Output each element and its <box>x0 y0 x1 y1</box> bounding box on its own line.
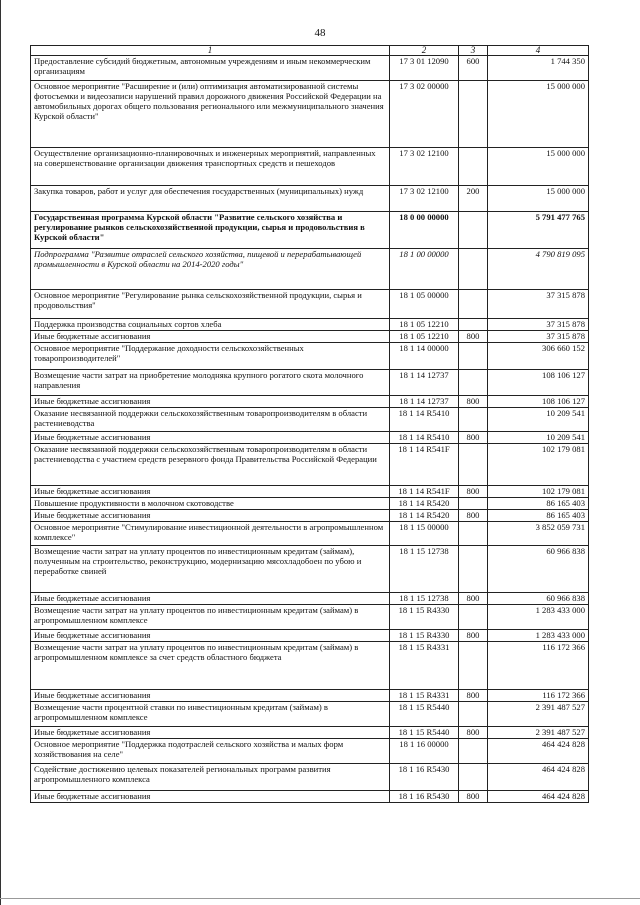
row-code: 17 3 02 00000 <box>390 81 459 148</box>
row-amount: 116 172 366 <box>488 642 589 690</box>
table-row <box>31 444 589 486</box>
row-name: Возмещение части затрат на уплату процентов по инвестиционным кредитам (займам), полученным на строительство, реконструкцию, модернизацию мясохладобоен по убою и переработке свиней <box>31 546 390 593</box>
row-amount: 102 179 081 <box>488 444 589 486</box>
row-expense-type <box>459 642 488 690</box>
row-code: 18 1 15 R5440 <box>390 727 459 739</box>
row-expense-type: 600 <box>459 56 488 81</box>
table-row <box>31 56 589 81</box>
table-row <box>31 642 589 690</box>
row-name: Возмещение части затрат на приобретение молодняка крупного рогатого скота молочного направления <box>31 370 390 396</box>
row-name: Иные бюджетные ассигнования <box>31 630 390 642</box>
row-name: Подпрограмма "Развитие отраслей сельского хозяйства, пищевой и перерабатывающей промышленности в Курской области на 2014-2020 годы" <box>31 249 390 290</box>
row-expense-type: 800 <box>459 727 488 739</box>
row-expense-type <box>459 739 488 764</box>
row-expense-type <box>459 81 488 148</box>
budget-table <box>30 45 589 803</box>
row-code: 18 1 05 00000 <box>390 290 459 319</box>
row-code: 17 3 02 12100 <box>390 186 459 212</box>
table-row <box>31 498 589 510</box>
row-code: 18 0 00 00000 <box>390 212 459 249</box>
header-col-4: 4 <box>488 46 589 56</box>
row-expense-type <box>459 212 488 249</box>
row-name: Осуществление организационно-планировочных и инженерных мероприятий, направленных на совершенствование организации движения транспортных средств и пешеходов <box>31 148 390 186</box>
row-expense-type <box>459 343 488 370</box>
row-code: 18 1 14 R5420 <box>390 510 459 522</box>
row-amount: 15 000 000 <box>488 186 589 212</box>
table-row <box>31 186 589 212</box>
row-name: Государственная программа Курской области "Развитие сельского хозяйства и регулирование рынков сельскохозяйственной продукции, сырья и продовольствия в Курской области" <box>31 212 390 249</box>
table-row <box>31 764 589 791</box>
table-row <box>31 319 589 331</box>
row-expense-type: 800 <box>459 396 488 408</box>
header-col-3: 3 <box>459 46 488 56</box>
row-amount: 1 283 433 000 <box>488 605 589 630</box>
table-row <box>31 343 589 370</box>
row-expense-type: 800 <box>459 630 488 642</box>
row-name: Основное мероприятие "Расширение и (или) оптимизация автоматизированной системы фотосъемки и видеозаписи нарушений правил дорожного движения Российской Федерации на автомобильных дорогах общего пользования регионального или межмуниципального значения Курской области" <box>31 81 390 148</box>
table-row <box>31 370 589 396</box>
row-amount: 3 852 059 731 <box>488 522 589 546</box>
row-code: 18 1 15 12738 <box>390 546 459 593</box>
row-code: 18 1 05 12210 <box>390 319 459 331</box>
table-row <box>31 605 589 630</box>
row-code: 18 1 15 R4330 <box>390 605 459 630</box>
row-code: 18 1 14 00000 <box>390 343 459 370</box>
row-expense-type <box>459 148 488 186</box>
row-amount: 60 966 838 <box>488 593 589 605</box>
row-name: Оказание несвязанной поддержки сельскохозяйственным товаропроизводителям в области растениеводства с участием средств резервного фонда Правительства Российской Федерации <box>31 444 390 486</box>
row-name: Возмещение части процентной ставки по инвестиционным кредитам (займам) в агропромышленном комплексе <box>31 702 390 727</box>
table-row <box>31 212 589 249</box>
row-expense-type: 800 <box>459 690 488 702</box>
row-amount: 102 179 081 <box>488 486 589 498</box>
table-row <box>31 81 589 148</box>
table-row <box>31 702 589 727</box>
table-row <box>31 791 589 803</box>
row-code: 18 1 14 12737 <box>390 370 459 396</box>
row-code: 18 1 15 R4331 <box>390 690 459 702</box>
row-amount: 1 744 350 <box>488 56 589 81</box>
row-amount: 1 283 433 000 <box>488 630 589 642</box>
table-row <box>31 593 589 605</box>
row-code: 18 1 14 R5420 <box>390 498 459 510</box>
row-expense-type: 200 <box>459 186 488 212</box>
row-amount: 108 106 127 <box>488 370 589 396</box>
row-name: Основное мероприятие "Стимулирование инвестиционной деятельности в агропромышленном комплексе" <box>31 522 390 546</box>
row-amount: 108 106 127 <box>488 396 589 408</box>
table-row <box>31 522 589 546</box>
row-name: Поддержка производства социальных сортов хлеба <box>31 319 390 331</box>
table-row <box>31 630 589 642</box>
row-name: Содействие достижению целевых показателей региональных программ развития агропромышленного комплекса <box>31 764 390 791</box>
row-code: 18 1 16 00000 <box>390 739 459 764</box>
row-code: 18 1 14 R5410 <box>390 408 459 432</box>
row-name: Иные бюджетные ассигнования <box>31 432 390 444</box>
row-name: Повышение продуктивности в молочном скотоводстве <box>31 498 390 510</box>
table-row <box>31 408 589 432</box>
row-code: 18 1 14 R5410 <box>390 432 459 444</box>
row-expense-type <box>459 498 488 510</box>
row-amount: 116 172 366 <box>488 690 589 702</box>
row-code: 18 1 14 12737 <box>390 396 459 408</box>
row-code: 18 1 16 R5430 <box>390 791 459 803</box>
row-expense-type: 800 <box>459 791 488 803</box>
row-code: 18 1 16 R5430 <box>390 764 459 791</box>
header-col-1: 1 <box>31 46 390 56</box>
row-name: Иные бюджетные ассигнования <box>31 727 390 739</box>
row-code: 18 1 05 12210 <box>390 331 459 343</box>
row-expense-type <box>459 370 488 396</box>
row-amount: 10 209 541 <box>488 432 589 444</box>
row-name: Предоставление субсидий бюджетным, автономным учреждениям и иным некоммерческим организациям <box>31 56 390 81</box>
row-amount: 4 790 819 095 <box>488 249 589 290</box>
row-amount: 15 000 000 <box>488 81 589 148</box>
row-code: 18 1 15 12738 <box>390 593 459 605</box>
row-expense-type <box>459 319 488 331</box>
row-expense-type <box>459 249 488 290</box>
row-expense-type <box>459 764 488 791</box>
row-name: Основное мероприятие "Регулирование рынка сельскохозяйственной продукции, сырья и продовольствия" <box>31 290 390 319</box>
row-expense-type: 800 <box>459 593 488 605</box>
row-amount: 37 315 878 <box>488 290 589 319</box>
table-row <box>31 331 589 343</box>
row-amount: 464 424 828 <box>488 739 589 764</box>
page-number: 48 <box>314 27 326 39</box>
table-row <box>31 432 589 444</box>
row-amount: 37 315 878 <box>488 319 589 331</box>
row-expense-type <box>459 408 488 432</box>
row-name: Иные бюджетные ассигнования <box>31 593 390 605</box>
row-expense-type <box>459 605 488 630</box>
row-expense-type <box>459 444 488 486</box>
row-amount: 2 391 487 527 <box>488 727 589 739</box>
row-code: 18 1 14 R541F <box>390 444 459 486</box>
row-name: Иные бюджетные ассигнования <box>31 791 390 803</box>
table-body <box>31 56 589 803</box>
row-expense-type <box>459 522 488 546</box>
row-amount: 86 165 403 <box>488 498 589 510</box>
row-name: Возмещение части затрат на уплату процентов по инвестиционным кредитам (займам) в агропромышленном комплексе за счет средств областного бюджета <box>31 642 390 690</box>
row-amount: 464 424 828 <box>488 764 589 791</box>
table-row <box>31 739 589 764</box>
row-code: 17 3 01 12090 <box>390 56 459 81</box>
row-amount: 86 165 403 <box>488 510 589 522</box>
row-expense-type: 800 <box>459 486 488 498</box>
table-row <box>31 290 589 319</box>
row-name: Иные бюджетные ассигнования <box>31 690 390 702</box>
row-name: Иные бюджетные ассигнования <box>31 396 390 408</box>
table-row <box>31 486 589 498</box>
row-amount: 15 000 000 <box>488 148 589 186</box>
row-amount: 60 966 838 <box>488 546 589 593</box>
row-code: 18 1 15 R4331 <box>390 642 459 690</box>
row-amount: 10 209 541 <box>488 408 589 432</box>
row-code: 18 1 00 00000 <box>390 249 459 290</box>
table-row <box>31 148 589 186</box>
row-name: Иные бюджетные ассигнования <box>31 486 390 498</box>
table-row <box>31 396 589 408</box>
row-expense-type <box>459 546 488 593</box>
row-name: Иные бюджетные ассигнования <box>31 510 390 522</box>
row-name: Закупка товаров, работ и услуг для обеспечения государственных (муниципальных) нужд <box>31 186 390 212</box>
row-name: Возмещение части затрат на уплату процентов по инвестиционным кредитам (займам) в агропромышленном комплексе <box>31 605 390 630</box>
row-amount: 37 315 878 <box>488 331 589 343</box>
row-expense-type: 800 <box>459 432 488 444</box>
table-row <box>31 510 589 522</box>
row-amount: 2 391 487 527 <box>488 702 589 727</box>
row-expense-type: 800 <box>459 510 488 522</box>
row-expense-type <box>459 290 488 319</box>
row-amount: 464 424 828 <box>488 791 589 803</box>
row-code: 18 1 14 R541F <box>390 486 459 498</box>
row-expense-type: 800 <box>459 331 488 343</box>
row-amount: 5 791 477 765 <box>488 212 589 249</box>
row-name: Иные бюджетные ассигнования <box>31 331 390 343</box>
row-code: 18 1 15 R4330 <box>390 630 459 642</box>
row-code: 18 1 15 R5440 <box>390 702 459 727</box>
table-row <box>31 727 589 739</box>
page-bottom-edge <box>0 898 640 899</box>
table-row <box>31 690 589 702</box>
table-row <box>31 249 589 290</box>
table-header-row <box>31 46 589 56</box>
row-amount: 306 660 152 <box>488 343 589 370</box>
header-col-2: 2 <box>390 46 459 56</box>
row-name: Основное мероприятие "Поддержка подотраслей сельского хозяйства и малых форм хозяйствования на селе" <box>31 739 390 764</box>
row-name: Основное мероприятие "Поддержание доходности сельскохозяйственных товаропроизводителей" <box>31 343 390 370</box>
row-name: Оказание несвязанной поддержки сельскохозяйственным товаропроизводителям в области растениеводства <box>31 408 390 432</box>
page-left-edge <box>0 0 1 905</box>
row-code: 18 1 15 00000 <box>390 522 459 546</box>
table-row <box>31 546 589 593</box>
row-code: 17 3 02 12100 <box>390 148 459 186</box>
row-expense-type <box>459 702 488 727</box>
